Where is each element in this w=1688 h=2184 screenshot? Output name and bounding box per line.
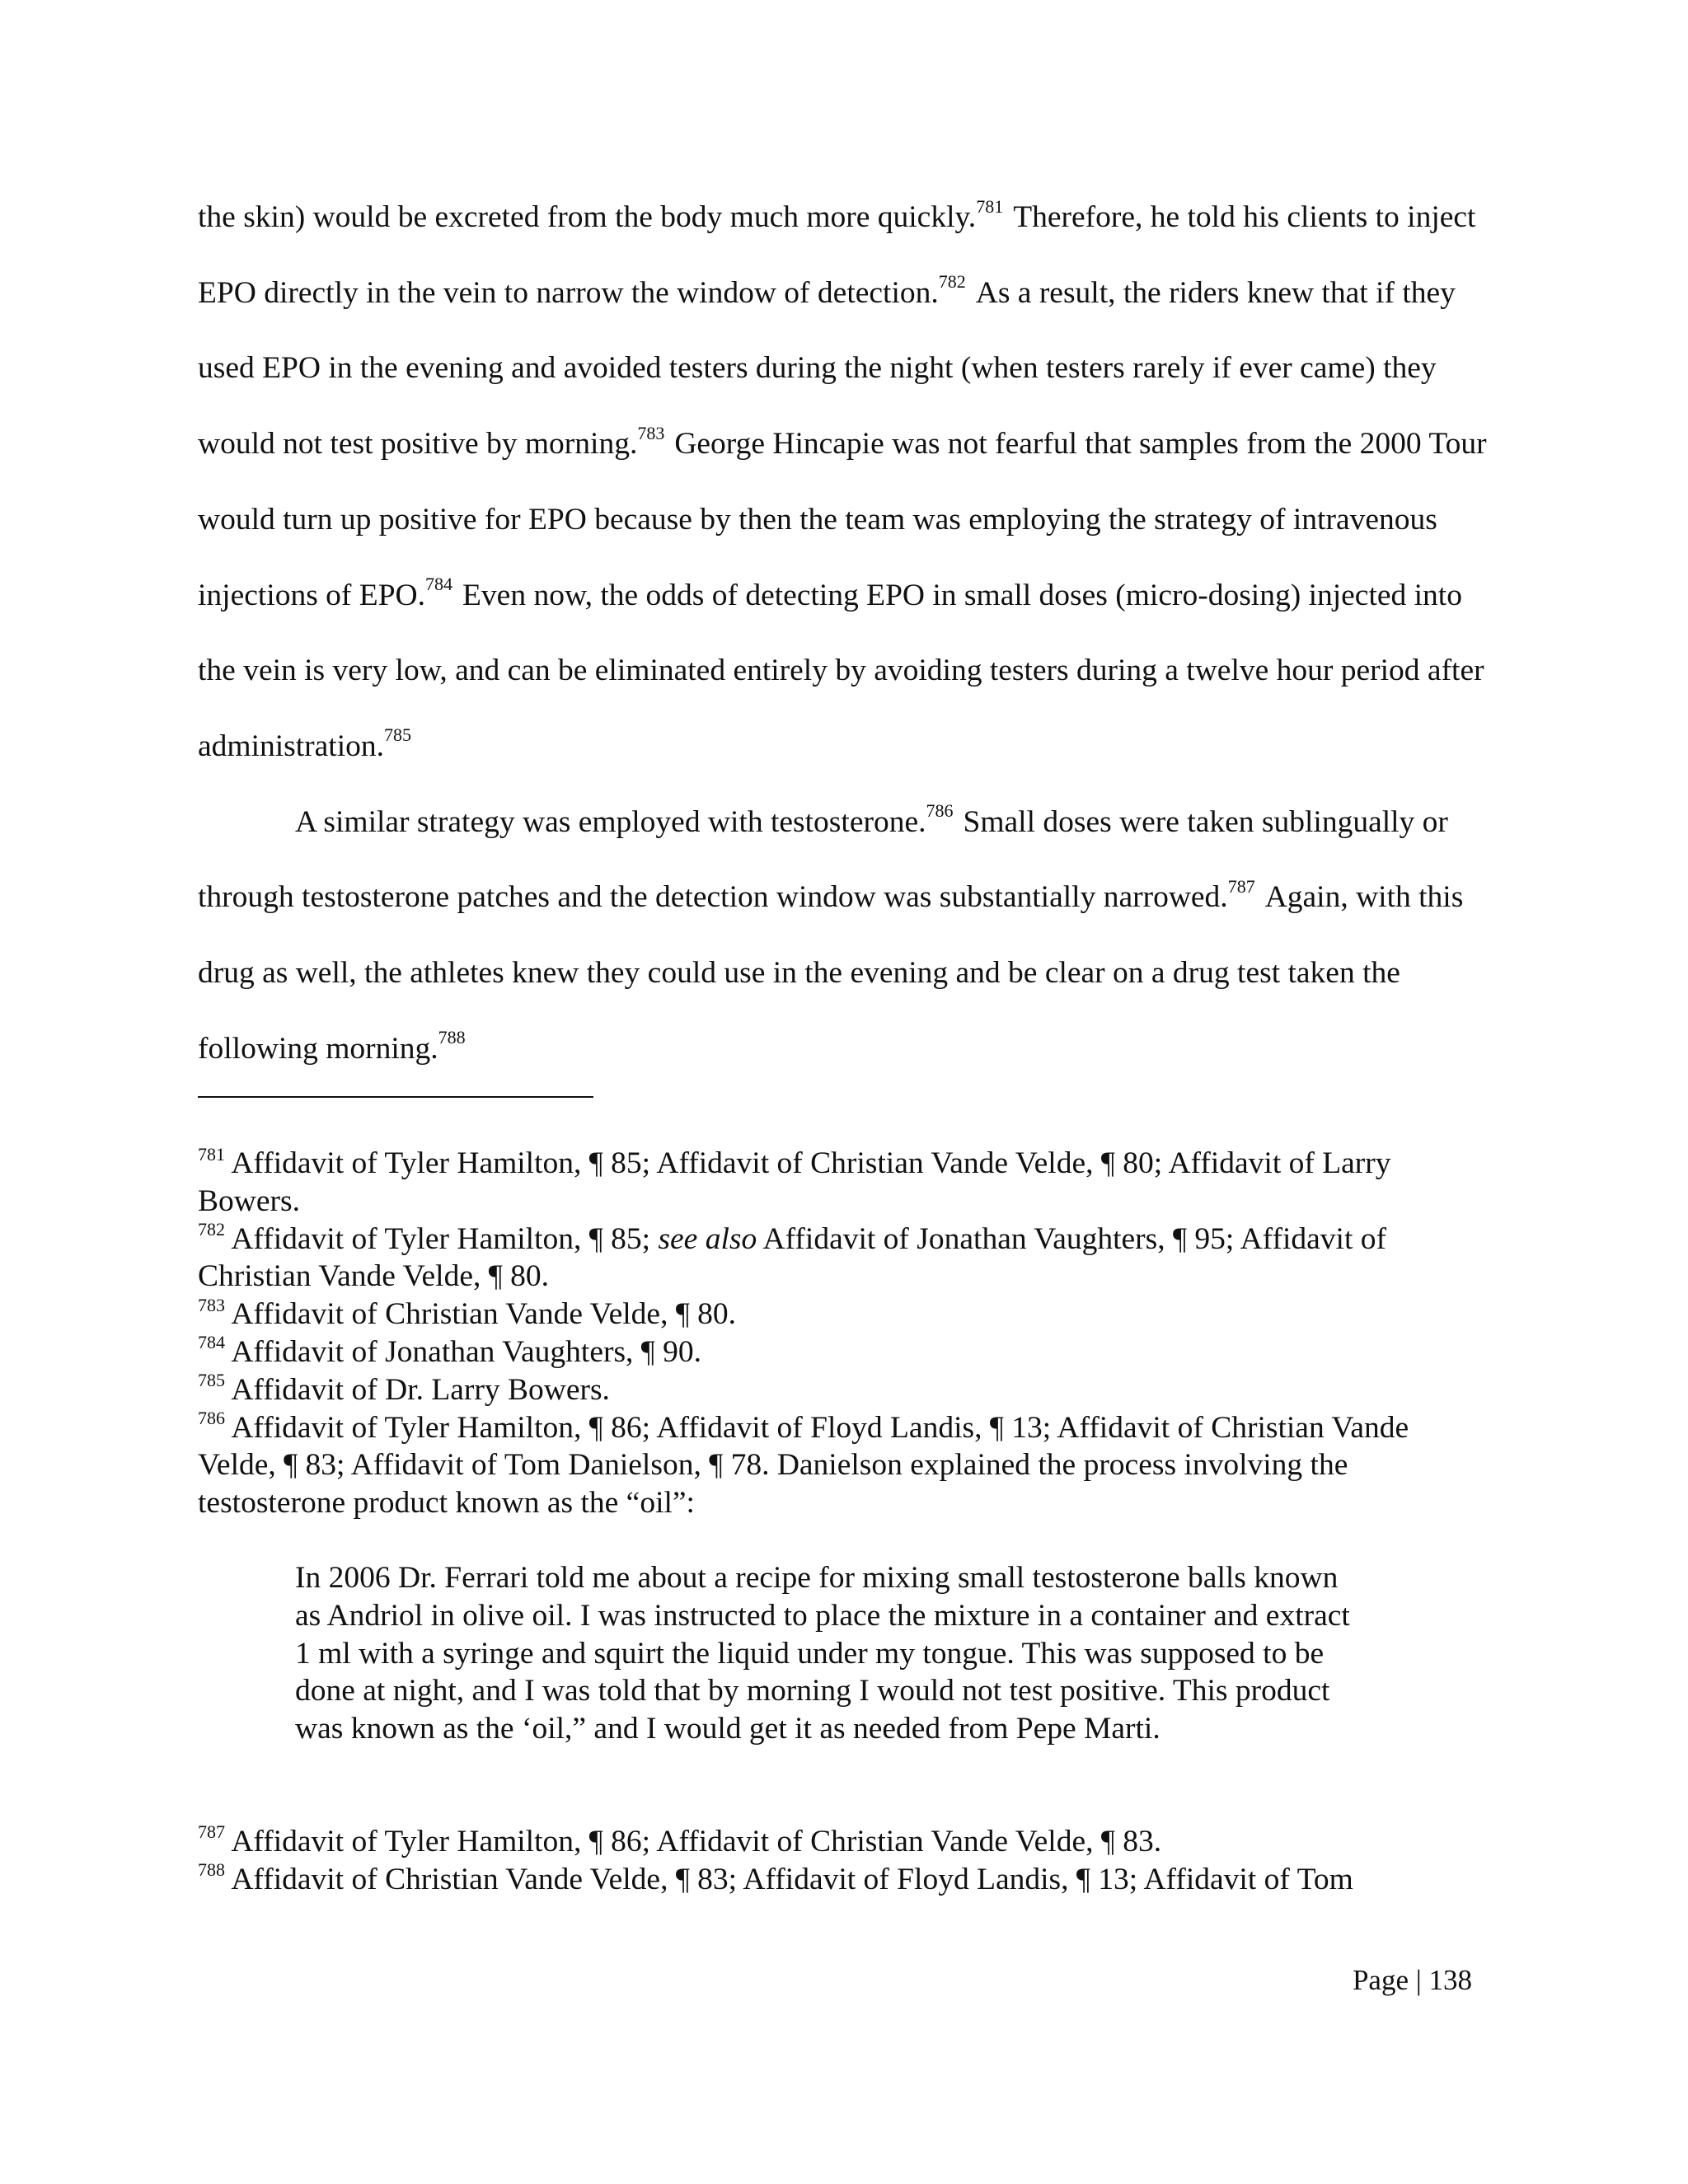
paragraph-text: As a result, the riders knew that if they used EPO in the evening and avoided testers during the night (when testers rarely if ever came) they would not test positive by morning. [198,275,1456,462]
footnote-text: Affidavit of Jonathan Vaughters, ¶ 95; Affidavit of Christian Vande Velde, ¶ 80. [198,1221,1386,1294]
paragraph-text: the skin) would be excreted from the body much more quickly. [198,200,977,234]
paragraph-text: A similar strategy was employed with testosterone. [295,804,926,839]
footnote-ref-788[interactable]: 788 [438,1027,466,1048]
footnote-ref-781[interactable]: 781 [976,195,1004,217]
footnote-ref-786[interactable]: 786 [926,800,954,822]
paragraph-text: Again, with this drug as well, the athletes knew they could use in the evening and be clear on a drug test taken the following morning. [198,880,1464,1066]
footnote-number: 784 [198,1332,225,1353]
paragraph-text: George Hincapie was not fearful that samples from the 2000 Tour would turn up positive for EPO because by then the team was employing the strategy of intravenous injections of EPO. [198,427,1487,612]
footnote-782 [198,1221,1492,1296]
paragraph-1 [198,180,1492,785]
footnote-text: Affidavit of Jonathan Vaughters, ¶ 90. [231,1334,702,1369]
footnote-block-quote: In 2006 Dr. Ferrari told me about a recipe for mixing small testosterone balls known as Andriol in olive oil. I was instructed to place the mixture in a container and extract 1 ml with a syringe and squirt the liquid under my tongue. This was supposed to be done at night, and I was told that by morning I would not test positive. This product was known as the ‘oil,” and I would get it as needed from Pepe Marti. [295,1560,1350,1746]
footnote-signal: see also [658,1221,757,1256]
footnote-number: 781 [198,1143,225,1165]
paragraph-text: Even now, the odds of detecting EPO in small doses (micro-dosing) injected into the vein is very low, and can be eliminated entirely by avoiding testers during a twelve hour period after administration. [198,578,1484,763]
footnote-786 [198,1409,1492,1522]
footnote-781 [198,1145,1492,1221]
paragraph-2 [198,785,1492,1087]
footnote-number: 785 [198,1370,225,1391]
footnote-text: Affidavit of Christian Vande Velde, ¶ 83; Affidavit of Floyd Landis, ¶ 13; Affidavit of Tom [231,1862,1353,1896]
page-number: Page | 138 [1352,1964,1472,1996]
footnote-ref-784[interactable]: 784 [425,574,453,595]
footnote-ref-783[interactable]: 783 [637,422,665,443]
footnote-number: 783 [198,1294,225,1315]
footnote-785 [198,1371,1492,1409]
footnote-number: 782 [198,1219,225,1240]
footnote-number: 786 [198,1408,225,1429]
footnote-788 [198,1861,1492,1899]
footnote-ref-782[interactable]: 782 [938,271,966,293]
paragraph-text: Therefore, he told his clients to inject EPO directly in the vein to narrow the window of detection. [198,200,1476,310]
footnote-text: Affidavit of Tyler Hamilton, ¶ 85; [231,1221,659,1256]
footnote-text: Affidavit of Christian Vande Velde, ¶ 80. [231,1297,737,1332]
footnote-783 [198,1296,1492,1333]
footnote-ref-785[interactable]: 785 [384,724,412,746]
footnote-separator [198,1096,593,1098]
footnote-number: 788 [198,1859,225,1881]
footnote-text: Affidavit of Tyler Hamilton, ¶ 86; Affidavit of Christian Vande Velde, ¶ 83. [231,1824,1162,1858]
footnote-text: Affidavit of Tyler Hamilton, ¶ 86; Affidavit of Floyd Landis, ¶ 13; Affidavit of Christian Vande Velde, ¶ 83; Affidavit of Tom Danielson, ¶ 78. Danielson explained the process involving the testosterone product known as the “oil”: [198,1410,1409,1521]
footnote-text: Affidavit of Dr. Larry Bowers. [231,1372,610,1407]
footnote-784 [198,1333,1492,1371]
footnotes-section [198,1145,1492,1899]
footnote-number: 787 [198,1821,225,1843]
footnote-787 [198,1823,1492,1861]
main-text [198,180,1492,1086]
footnote-ref-787[interactable]: 787 [1227,875,1255,897]
paragraph-text: Small doses were taken sublingually or through testosterone patches and the detection window was substantially narrowed. [198,804,1448,915]
footnote-text: Affidavit of Tyler Hamilton, ¶ 85; Affidavit of Christian Vande Velde, ¶ 80; Affidavit of Larry Bowers. [198,1146,1391,1218]
